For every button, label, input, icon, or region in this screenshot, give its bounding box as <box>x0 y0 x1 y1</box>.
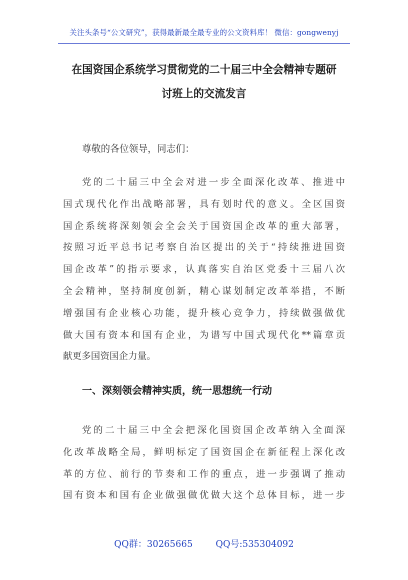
paragraph-line: 党的二十届三中全会把深化国资国企改革纳入全面深 <box>82 425 345 436</box>
section-heading-1: 一、深刻领会精神实质，统一思想统一行动 <box>82 386 272 397</box>
header-divider <box>58 43 350 44</box>
paragraph-line: 献更多国资国企力量。 <box>63 351 156 363</box>
paragraph-line: 全会精神，坚持制度创新，精心谋划制定改革举措，不断 <box>63 285 345 297</box>
paragraph-line: 革的方位、前行的节奏和工作的重点，进一步强调了推动 <box>63 468 345 480</box>
paragraph-line: 做大国有资本和国有企业，为谱写中国式现代化**篇章贡 <box>63 329 345 341</box>
salutation: 尊敬的各位领导，同志们： <box>82 144 195 155</box>
paragraph-line: 国企系统将深刻领会全会关于国资国企改革的重大部署， <box>63 220 345 232</box>
paragraph-line: 国有资本和国有企业做强做优做大这个总体目标，进一步 <box>63 490 345 502</box>
footer-qq-group: QQ群：30265665 <box>114 540 193 550</box>
footer-qq-number: QQ号:535304092 <box>215 540 294 550</box>
footer-contact <box>0 537 408 550</box>
paragraph-line: 国企改革”的指示要求，认真落实自治区党委十三届八次 <box>63 264 345 276</box>
paragraph-line: 增强国有企业核心功能，提升核心竞争力，持续做强做优 <box>63 307 345 319</box>
paragraph-line: 按照习近平总书记考察自治区提出的关于“持续推进国资 <box>63 242 345 254</box>
paragraph-2 <box>63 420 345 507</box>
document-title-line-2: 讨班上的交流发言 <box>161 88 247 100</box>
header-promo-note: 关注头条号“公文研究”，获得最新最全最专业的公文资料库！ 微信：gongwenyj <box>69 28 339 37</box>
paragraph-line: 国式现代化作出战略部署，具有划时代的意义。全区国资 <box>63 198 345 210</box>
document-title-line-1: 在国资国企系统学习贯彻党的二十届三中全会精神专题研 <box>71 64 337 76</box>
paragraph-line: 化改革战略全局，鲜明标定了国资国企在新征程上深化改 <box>63 446 345 458</box>
paragraph-1 <box>63 172 345 368</box>
paragraph-line: 党的二十届三中全会对进一步全面深化改革、推进中 <box>82 177 345 188</box>
